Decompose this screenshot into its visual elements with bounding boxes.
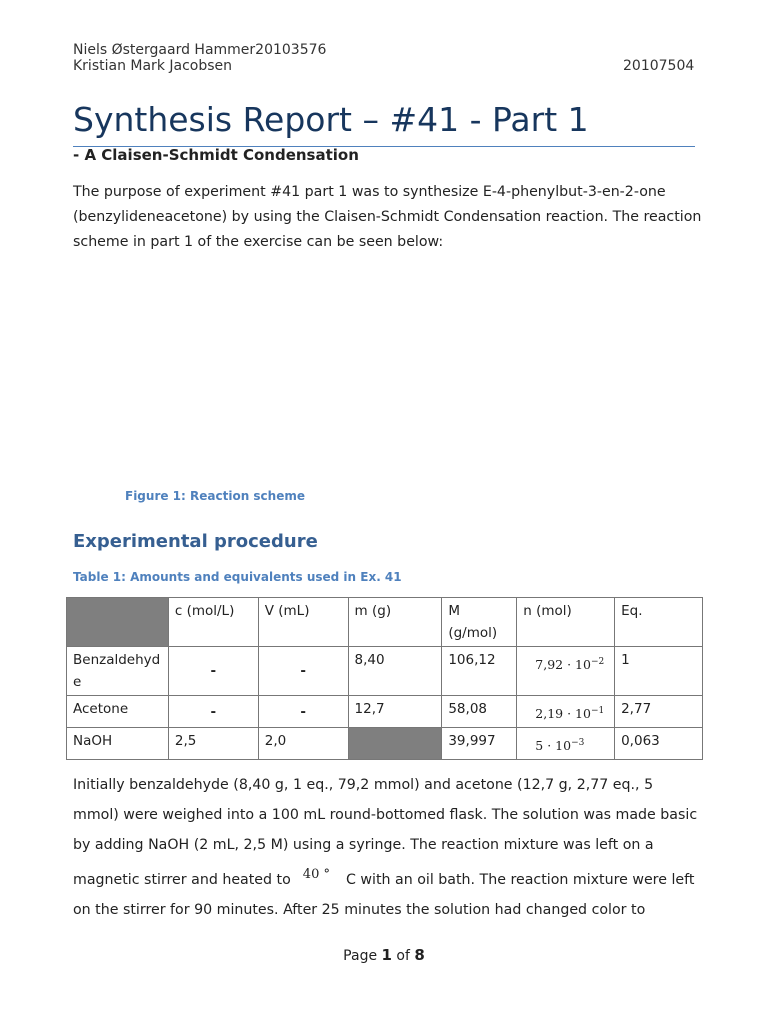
- n-mantissa: 2,19 · 10: [535, 706, 591, 722]
- table-cell-c: -: [168, 647, 258, 696]
- table-caption: Table 1: Amounts and equivalents used in Ex. 41: [73, 570, 402, 584]
- table-header-cell: M (g/mol): [442, 598, 517, 647]
- table-cell-name: Acetone: [67, 696, 169, 728]
- table-header-cell: m (g): [348, 598, 442, 647]
- footer-current-page: 1: [381, 946, 392, 964]
- procedure-text-part-1: Initially benzaldehyde (8,40 g, 1 eq., 79,2 mmol) and acetone (12,7 g, 2,77 eq., 5 mmol) were weighed into a 100 mL round-bottomed flask. The solution was made basic by adding NaOH (2 mL, 2,5 M) using a syringe. The reaction mixture was left on a magnetic stirrer and heated to: [73, 777, 698, 888]
- table-cell-molar-mass: 106,12: [442, 647, 517, 696]
- temperature-value: 40 °: [302, 867, 330, 882]
- table-header-row: [67, 598, 703, 647]
- author-1: Niels Østergaard Hammer20103576: [73, 42, 327, 58]
- student-id-2: 20107504: [623, 58, 695, 74]
- table-header-cell: n (mol): [517, 598, 615, 647]
- author-2: Kristian Mark Jacobsen: [73, 58, 233, 74]
- figure-caption: Figure 1: Reaction scheme: [125, 489, 305, 503]
- table-cell-m-blank: [348, 728, 442, 760]
- table-cell-eq: 1: [615, 647, 703, 696]
- table-cell-v: 2,0: [258, 728, 348, 760]
- table-row: [67, 647, 703, 696]
- section-heading: Experimental procedure: [73, 531, 318, 552]
- footer-prefix: Page: [343, 948, 378, 964]
- table-cell-n: [517, 728, 615, 760]
- procedure-text-part-2: C with an oil bath. The reaction mixture were left on the stirrer for 90 minutes. After 25 minutes the solution had changed color to: [73, 872, 695, 918]
- n-exponent: −3: [571, 738, 585, 749]
- table-header-cell: Eq.: [615, 598, 703, 647]
- document-subtitle: - A Claisen-Schmidt Condensation: [73, 146, 359, 164]
- n-mantissa: 5 · 10: [535, 738, 572, 754]
- table-cell-n: [517, 696, 615, 728]
- intro-paragraph: The purpose of experiment #41 part 1 was to synthesize E-4-phenylbut-3-en-2-one (benzylideneacetone) by using the Claisen-Schmidt Condensation reaction. The reaction scheme in part 1 of the exercise can be seen below:: [73, 184, 702, 250]
- page-number-footer: [0, 946, 768, 964]
- amounts-table: [66, 597, 703, 760]
- footer-total-pages: 8: [414, 946, 425, 964]
- n-exponent: −1: [590, 706, 605, 716]
- table-cell-eq: 2,77: [615, 696, 703, 728]
- table-cell-molar-mass: 58,08: [442, 696, 517, 728]
- table-header-cell: c (mol/L): [168, 598, 258, 647]
- table-cell-name: Benzaldehyde: [67, 647, 169, 696]
- table-cell-n: [517, 647, 615, 696]
- table-cell-v: -: [258, 647, 348, 696]
- table-cell-m: 12,7: [348, 696, 442, 728]
- document-title: Synthesis Report – #41 - Part 1: [73, 100, 589, 139]
- procedure-paragraph: [73, 770, 703, 925]
- table-cell-c: -: [168, 696, 258, 728]
- table-cell-v: -: [258, 696, 348, 728]
- table-row: [67, 696, 703, 728]
- n-mantissa: 7,92 · 10: [535, 657, 591, 673]
- table-header-corner: [67, 598, 169, 647]
- table-cell-m: 8,40: [348, 647, 442, 696]
- table-cell-c: 2,5: [168, 728, 258, 760]
- n-exponent: −2: [590, 657, 605, 667]
- table-cell-molar-mass: 39,997: [442, 728, 517, 760]
- table-header-cell: V (mL): [258, 598, 348, 647]
- table-cell-eq: 0,063: [615, 728, 703, 760]
- footer-of: of: [396, 948, 410, 964]
- table-cell-name: NaOH: [67, 728, 169, 760]
- table-row: [67, 728, 703, 760]
